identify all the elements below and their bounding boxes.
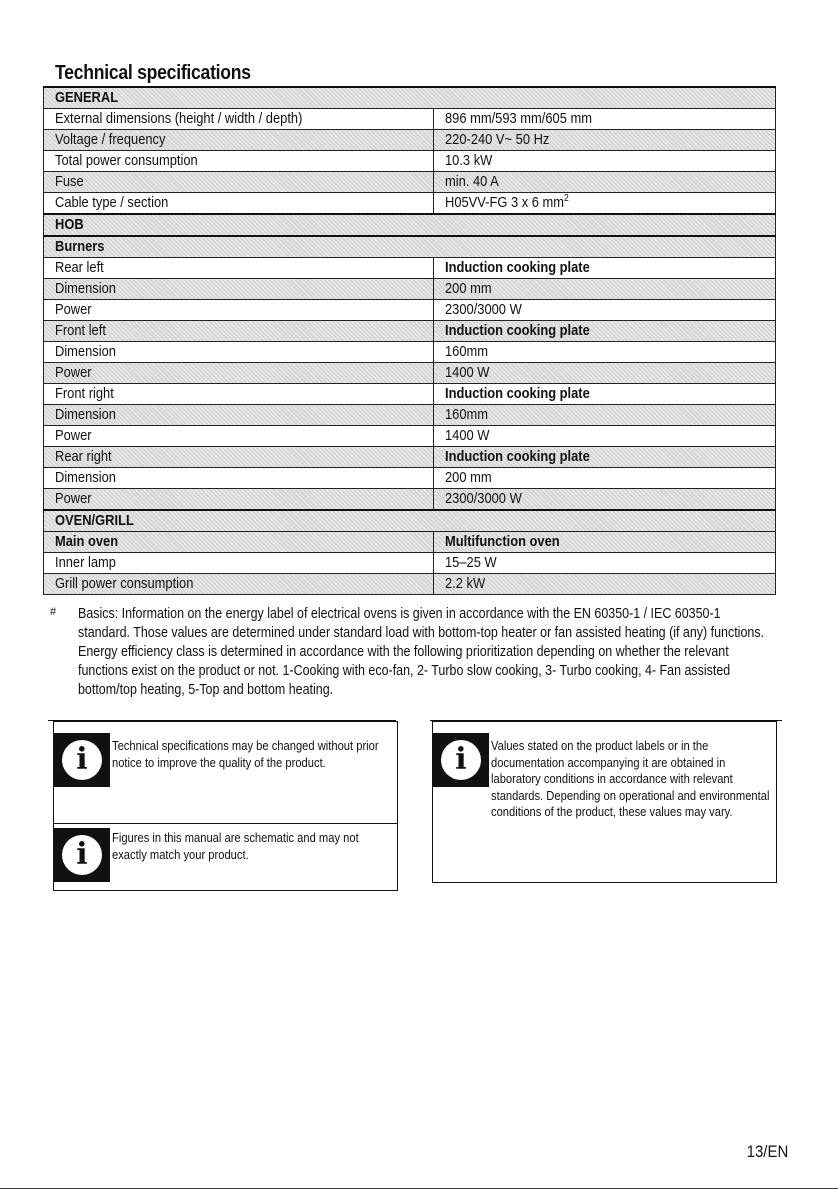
page-title: Technical specifications bbox=[55, 62, 251, 84]
spec-label: Front right bbox=[44, 384, 434, 405]
spec-value: 1400 W bbox=[434, 363, 776, 384]
spec-row bbox=[44, 130, 776, 151]
section-label: Burners bbox=[44, 236, 776, 258]
footnote-mark: # bbox=[50, 606, 57, 618]
spec-row bbox=[44, 321, 776, 342]
info-icon: i bbox=[54, 828, 110, 882]
spec-value: Induction cooking plate bbox=[434, 258, 776, 279]
spec-row bbox=[44, 363, 776, 384]
spec-value: Induction cooking plate bbox=[434, 447, 776, 468]
spec-label: Power bbox=[44, 489, 434, 511]
spec-label: Dimension bbox=[44, 279, 434, 300]
section-label: OVEN/GRILL bbox=[44, 510, 776, 532]
spec-label: External dimensions (height / width / depth) bbox=[44, 109, 434, 130]
spec-value: 2300/3000 W bbox=[434, 489, 776, 511]
spec-row bbox=[44, 279, 776, 300]
spec-row bbox=[44, 109, 776, 130]
spec-row bbox=[44, 342, 776, 363]
spec-section-row bbox=[44, 214, 776, 236]
spec-label: Dimension bbox=[44, 405, 434, 426]
spec-value: 200 mm bbox=[434, 468, 776, 489]
spec-value: Multifunction oven bbox=[434, 532, 776, 553]
spec-row bbox=[44, 258, 776, 279]
info-box-right bbox=[432, 721, 777, 883]
spec-label: Power bbox=[44, 363, 434, 384]
spec-label: Voltage / frequency bbox=[44, 130, 434, 151]
info-item-values: i Values stated on the product labels or in the documentation accompanying it are obtained in laboratory conditions in accordance with relevant standards. Depending on operational and environmental conditions of the product, these values may vary. bbox=[433, 722, 776, 882]
footnote-basics: Basics: Information on the energy label of electrical ovens is given in accordance with the EN 60350-1 / IEC 60350-1 standard. Those values are determined under standard load with bottom-top heater or fan assisted heating (if any) functions. bbox=[78, 606, 765, 641]
info-icon: i bbox=[433, 733, 489, 787]
info-item-figures: i Figures in this manual are schematic and may not exactly match your product. bbox=[54, 823, 397, 890]
info-item-spec-change: i Technical specifications may be changed without prior notice to improve the quality of the product. bbox=[54, 722, 397, 823]
spec-label: Main oven bbox=[44, 532, 434, 553]
spec-row bbox=[44, 489, 776, 511]
spec-label: Rear left bbox=[44, 258, 434, 279]
spec-value: 2300/3000 W bbox=[434, 300, 776, 321]
spec-value: Induction cooking plate bbox=[434, 321, 776, 342]
spec-value: 896 mm/593 mm/605 mm bbox=[434, 109, 776, 130]
spec-row bbox=[44, 553, 776, 574]
info-box-left bbox=[53, 721, 398, 891]
spec-value: H05VV-FG 3 x 6 $mm^2$ bbox=[434, 193, 776, 215]
spec-label: Power bbox=[44, 426, 434, 447]
bottom-rule bbox=[0, 1188, 838, 1189]
spec-row bbox=[44, 405, 776, 426]
spec-label: Dimension bbox=[44, 468, 434, 489]
spec-value: 1400 W bbox=[434, 426, 776, 447]
spec-label: Grill power consumption bbox=[44, 574, 434, 595]
spec-label: Total power consumption bbox=[44, 151, 434, 172]
spec-value: 200 mm bbox=[434, 279, 776, 300]
spec-row bbox=[44, 532, 776, 553]
footnote bbox=[50, 605, 774, 700]
spec-value: 220-240 V~ 50 Hz bbox=[434, 130, 776, 151]
spec-value: 160mm bbox=[434, 342, 776, 363]
spec-section-row bbox=[44, 510, 776, 532]
spec-row bbox=[44, 447, 776, 468]
spec-label: Fuse bbox=[44, 172, 434, 193]
spec-label: Front left bbox=[44, 321, 434, 342]
spec-row bbox=[44, 426, 776, 447]
spec-row bbox=[44, 300, 776, 321]
section-label: HOB bbox=[44, 214, 776, 236]
spec-label: Cable type / section bbox=[44, 193, 434, 215]
spec-value: 160mm bbox=[434, 405, 776, 426]
spec-value: Induction cooking plate bbox=[434, 384, 776, 405]
section-label: GENERAL bbox=[44, 87, 776, 109]
spec-section-row bbox=[44, 87, 776, 109]
spec-label: Power bbox=[44, 300, 434, 321]
spec-row bbox=[44, 172, 776, 193]
spec-table bbox=[43, 86, 776, 595]
spec-row bbox=[44, 574, 776, 595]
spec-value: min. 40 A bbox=[434, 172, 776, 193]
spec-section-row bbox=[44, 236, 776, 258]
spec-row bbox=[44, 151, 776, 172]
spec-row bbox=[44, 193, 776, 215]
spec-value: 15–25 W bbox=[434, 553, 776, 574]
spec-label: Rear right bbox=[44, 447, 434, 468]
spec-label: Inner lamp bbox=[44, 553, 434, 574]
info-icon: i bbox=[54, 733, 110, 787]
page-number: 13/EN bbox=[746, 1142, 788, 1161]
spec-label: Dimension bbox=[44, 342, 434, 363]
spec-row bbox=[44, 384, 776, 405]
footnote-energy-class: Energy efficiency class is determined in accordance with the following prioritization depending on whether the relevant functions exist on the product or not. 1-Cooking with eco-fan, 2- Turbo slow cooking, 3- Turbo cooking, 4- Fan assisted bottom/top heating, 5-Top and bottom heating. bbox=[78, 644, 731, 698]
spec-row bbox=[44, 468, 776, 489]
spec-value: 10.3 kW bbox=[434, 151, 776, 172]
spec-value: 2.2 kW bbox=[434, 574, 776, 595]
